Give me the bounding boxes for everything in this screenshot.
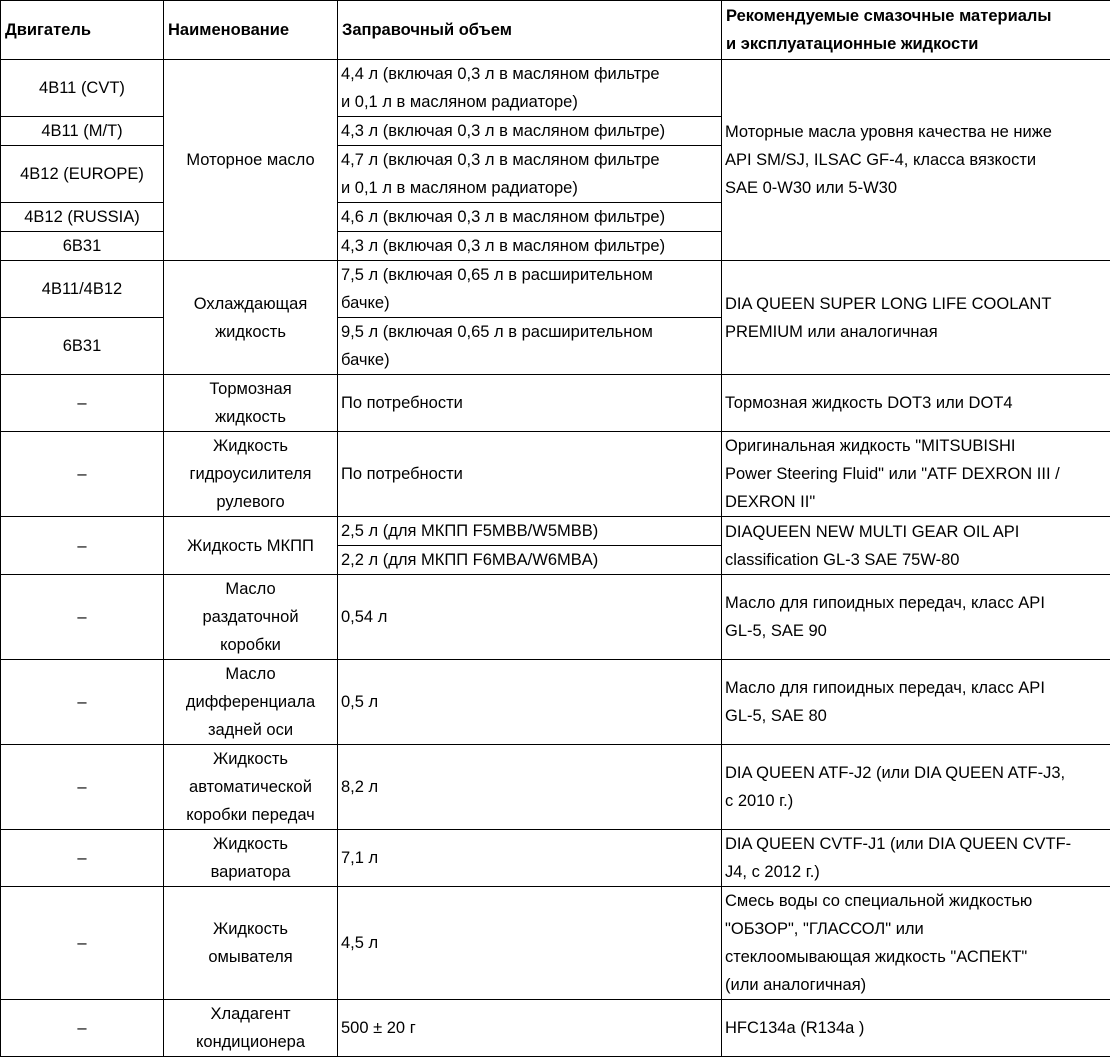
recommendation-line: Масло для гипоидных передач, класс API: [725, 589, 1107, 617]
recommendation-cell: HFC134a (R134a ): [722, 1000, 1110, 1057]
header-volume: Заправочный объем: [338, 1, 722, 60]
fluid-name-line: кондиционера: [167, 1028, 334, 1056]
header-row: [1, 1, 1110, 60]
recommendation-cell: [722, 660, 1110, 745]
recommendation-line: стеклоомывающая жидкость "АСПЕКТ": [725, 943, 1107, 971]
table-row: [1, 60, 1110, 117]
fluid-name-line: вариатора: [167, 858, 334, 886]
recommendation-cell: [722, 745, 1110, 830]
fluid-name-line: Тормозная: [167, 375, 334, 403]
recommendation-line: DIA QUEEN SUPER LONG LIFE COOLANT: [725, 290, 1107, 318]
fluid-name-cell: Жидкость МКПП: [164, 517, 338, 575]
recommendation-cell: [722, 60, 1110, 261]
recommendation-line: DIA QUEEN ATF-J2 (или DIA QUEEN ATF-J3,: [725, 759, 1107, 787]
table-row: [1, 745, 1110, 830]
volume-cell: 2,5 л (для МКПП F5MBB/W5MBB): [338, 517, 722, 546]
recommendation-line: API SM/SJ, ILSAC GF-4, класса вязкости: [725, 146, 1107, 174]
recommendation-cell: [722, 261, 1110, 375]
recommendation-line: Смесь воды со специальной жидкостью: [725, 887, 1107, 915]
engine-cell: –: [1, 830, 164, 887]
engine-cell: 4B11 (M/T): [1, 117, 164, 146]
volume-cell: 2,2 л (для МКПП F6MBA/W6MBA): [338, 546, 722, 575]
engine-cell: –: [1, 432, 164, 517]
table-row: [1, 517, 1110, 546]
volume-cell: [338, 60, 722, 117]
fluid-name-line: Масло: [167, 575, 334, 603]
recommendation-line: PREMIUM или аналогичная: [725, 318, 1107, 346]
fluid-name-cell: [164, 375, 338, 432]
fluid-name-line: автоматической: [167, 773, 334, 801]
recommendation-line: DEXRON II": [725, 488, 1107, 516]
engine-cell: –: [1, 745, 164, 830]
volume-line: бачке): [341, 346, 718, 374]
engine-cell: –: [1, 660, 164, 745]
fluid-name-line: Жидкость: [167, 745, 334, 773]
volume-line: бачке): [341, 289, 718, 317]
fluid-name-line: дифференциала: [167, 688, 334, 716]
volume-cell: 500 ± 20 г: [338, 1000, 722, 1057]
engine-cell: –: [1, 517, 164, 575]
header-name: Наименование: [164, 1, 338, 60]
recommendation-line: Моторные масла уровня качества не ниже: [725, 118, 1107, 146]
fluid-name-line: рулевого: [167, 488, 334, 516]
recommendation-line: "ОБЗОР", "ГЛАССОЛ" или: [725, 915, 1107, 943]
volume-cell: 7,1 л: [338, 830, 722, 887]
fluid-name-line: Хладагент: [167, 1000, 334, 1028]
recommendation-cell: [722, 575, 1110, 660]
fluid-name-cell: [164, 261, 338, 375]
fluid-name-cell: [164, 575, 338, 660]
table-row: [1, 575, 1110, 660]
engine-cell: 4B11 (CVT): [1, 60, 164, 117]
recommendation-line: Масло для гипоидных передач, класс API: [725, 674, 1107, 702]
recommendation-line: DIA QUEEN CVTF-J1 (или DIA QUEEN CVTF-: [725, 830, 1107, 858]
recommendation-line: GL-5, SAE 90: [725, 617, 1107, 645]
fluid-name-line: Жидкость: [167, 432, 334, 460]
recommendation-line: J4, с 2012 г.): [725, 858, 1107, 886]
volume-line: 4,4 л (включая 0,3 л в масляном фильтре: [341, 60, 718, 88]
volume-line: 4,7 л (включая 0,3 л в масляном фильтре: [341, 146, 718, 174]
recommendation-line: Оригинальная жидкость "MITSUBISHI: [725, 432, 1107, 460]
engine-cell: 4B12 (EUROPE): [1, 146, 164, 203]
engine-cell: –: [1, 887, 164, 1000]
fluid-name-line: раздаточной: [167, 603, 334, 631]
fluid-name-cell: [164, 432, 338, 517]
recommendation-line: DIAQUEEN NEW MULTI GEAR OIL API: [725, 518, 1107, 546]
recommendation-line: (или аналогичная): [725, 971, 1107, 999]
recommendation-line: с 2010 г.): [725, 787, 1107, 815]
volume-cell: 0,54 л: [338, 575, 722, 660]
fluid-name-line: коробки передач: [167, 801, 334, 829]
table-row: [1, 1000, 1110, 1057]
volume-cell: [338, 146, 722, 203]
fluid-name-line: гидроусилителя: [167, 460, 334, 488]
volume-cell: [338, 261, 722, 318]
recommendation-cell: Тормозная жидкость DOT3 или DOT4: [722, 375, 1110, 432]
table-row: [1, 887, 1110, 1000]
engine-cell: –: [1, 1000, 164, 1057]
fluid-name-line: Масло: [167, 660, 334, 688]
fluid-name-line: жидкость: [167, 403, 334, 431]
recommendation-cell: [722, 887, 1110, 1000]
header-engine: Двигатель: [1, 1, 164, 60]
volume-cell: По потребности: [338, 432, 722, 517]
fluid-name-line: задней оси: [167, 716, 334, 744]
engine-cell: 4B11/4B12: [1, 261, 164, 318]
header-recommended-line: Рекомендуемые смазочные материалы: [726, 2, 1107, 30]
recommendation-cell: [722, 432, 1110, 517]
table-row: [1, 261, 1110, 318]
fluid-name-cell: [164, 745, 338, 830]
volume-cell: 8,2 л: [338, 745, 722, 830]
engine-cell: 6B31: [1, 318, 164, 375]
volume-line: 9,5 л (включая 0,65 л в расширительном: [341, 318, 718, 346]
volume-cell: 4,3 л (включая 0,3 л в масляном фильтре): [338, 232, 722, 261]
fluid-name-cell: [164, 660, 338, 745]
table-row: [1, 375, 1110, 432]
volume-line: 7,5 л (включая 0,65 л в расширительном: [341, 261, 718, 289]
fluid-name-line: омывателя: [167, 943, 334, 971]
recommendation-cell: [722, 830, 1110, 887]
engine-cell: 4B12 (RUSSIA): [1, 203, 164, 232]
fluid-name-cell: [164, 887, 338, 1000]
header-recommended: [722, 1, 1110, 60]
volume-line: и 0,1 л в масляном радиаторе): [341, 88, 718, 116]
volume-line: и 0,1 л в масляном радиаторе): [341, 174, 718, 202]
fluid-name-cell: [164, 1000, 338, 1057]
fluid-name-cell: [164, 830, 338, 887]
table-row: [1, 830, 1110, 887]
engine-cell: –: [1, 375, 164, 432]
volume-cell: 4,5 л: [338, 887, 722, 1000]
fluid-name-line: жидкость: [167, 318, 334, 346]
volume-cell: 4,6 л (включая 0,3 л в масляном фильтре): [338, 203, 722, 232]
recommendation-cell: [722, 517, 1110, 575]
fluid-name-line: Охлаждающая: [167, 290, 334, 318]
fluid-name-line: коробки: [167, 631, 334, 659]
volume-cell: 4,3 л (включая 0,3 л в масляном фильтре): [338, 117, 722, 146]
table-row: [1, 432, 1110, 517]
fluid-name-cell: Моторное масло: [164, 60, 338, 261]
engine-cell: –: [1, 575, 164, 660]
fluid-name-line: Жидкость: [167, 915, 334, 943]
volume-cell: [338, 318, 722, 375]
recommendation-line: GL-5, SAE 80: [725, 702, 1107, 730]
recommendation-line: classification GL-3 SAE 75W-80: [725, 546, 1107, 574]
table-row: [1, 660, 1110, 745]
volume-cell: 0,5 л: [338, 660, 722, 745]
header-recommended-line: и эксплуатационные жидкости: [726, 30, 1107, 58]
recommendation-line: Power Steering Fluid" или "ATF DEXRON III /: [725, 460, 1107, 488]
fluid-name-line: Жидкость: [167, 830, 334, 858]
recommendation-line: SAE 0-W30 или 5-W30: [725, 174, 1107, 202]
engine-cell: 6B31: [1, 232, 164, 261]
volume-cell: По потребности: [338, 375, 722, 432]
